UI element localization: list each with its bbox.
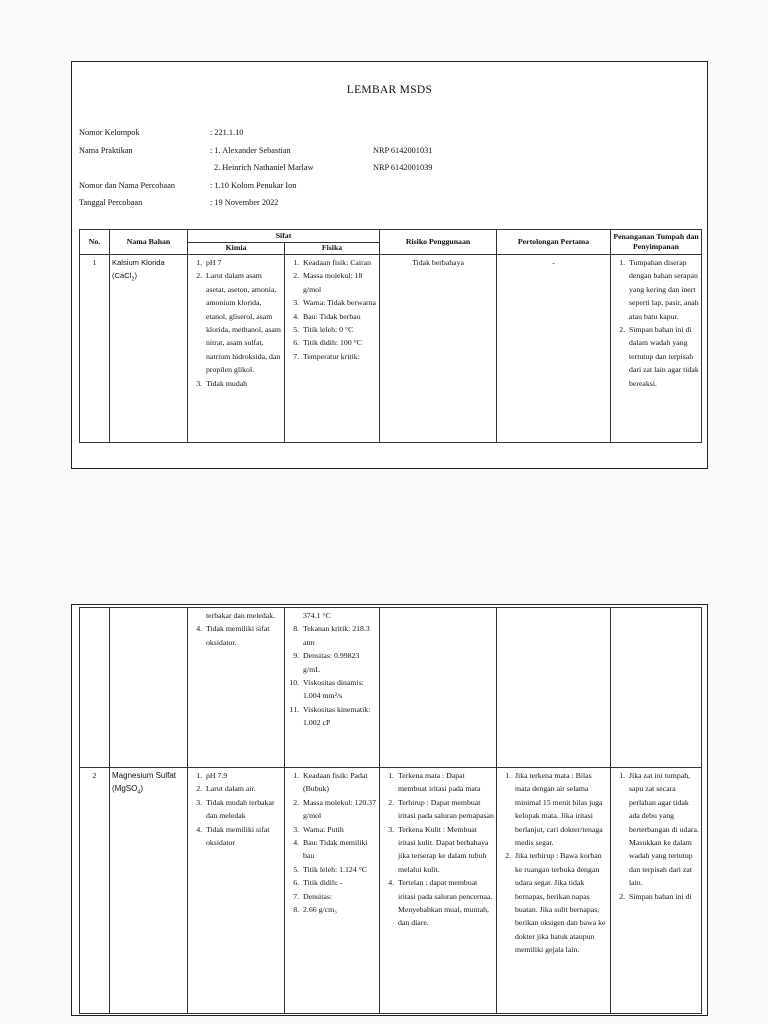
header-pertolongan: Pertolongan Pertama [497, 230, 611, 255]
table-header-row [80, 230, 702, 243]
row-kimia: terbakar dan meledak. 4. Tidak memiliki sifat oksidator. [188, 608, 285, 768]
row-kimia: 1. pH 7.9 2. Larut dalam air. 3. Tidak mudah terbakar dan meledak 4. Tidak memiliki sifat oksidator [188, 768, 285, 1014]
row-no: 1 [80, 255, 110, 443]
msds-table-continued [79, 607, 702, 1014]
header-kimia: Kimia [188, 242, 285, 255]
header-no: No. [80, 230, 110, 255]
row-nama-bahan: Kalsium Klorida (CaCl$_2$) [110, 255, 188, 443]
msds-page-2 [71, 604, 708, 1016]
page-title: LEMBAR MSDS [346, 84, 433, 96]
row-fisika: 374.1 °C 8. Tekanan kritik: 218.3 atm 9. Densitas: 0.99823 g/mL 10. Viskositas dinamis: 1.004 mm²/s 11. Viskositas kinematik: 1.002 cP [285, 608, 380, 768]
row-penanganan: 1. Jika zat ini tumpah, sapu zat secara perlahan agar tidak ada debu yang berterbangan di udara. Masukkan ke dalam wadah yang tertutup dan terpisah dari zat lain. 2. Simpan bahan ini di [611, 768, 702, 1014]
header-penanganan: Penanganan Tumpah dan Penyimpanan [611, 230, 702, 255]
row-risiko: 1. Terkena mata : Dapat membuat iritasi pada mata 2. Terhirup : Dapat membuat iritasi pada saluran pernapasan 3. Terkena Kulit : Membuat iritasi kulit. Dapat berbahaya jika terserap ke dalam tubuh melalui kulit. 4. Tertelan : dapat membuat iritasi pada saluran pencernaa. Menyebabkan mual, muntah, dan diare. [380, 768, 497, 1014]
row-fisika: 1. Keadaan fisik: Cairan 2. Massa molekul: 18 g/mol 3. Warna: Tidak berwarna 4. Bau: Tidak berbau 5. Titik leleh: 0 °C 6. Titik didih: 100 °C 7. Temperatur kritik: [285, 255, 380, 443]
header-fisika: Fisika [285, 242, 380, 255]
msds-page-1: LEMBAR MSDS Nomor Kelompok : 221.1.10 Nama Praktikan : 1. Alexander Sebastian NRP 6142001031 2. Heinrich Nathaniel Marlaw NRP 6142001039 Nomor dan Nama Percobaan : 1.10 Kolom Penukar Ion Tanggal Percobaan : 19 November 2022 No. Nama Bahan Sifat Risiko Penggunaan Pertolongan Pertama Penanganan Tumpah dan Penyimpanan Kimia Fisika 1 Kalsium Klorida (CaCl$_2$) 1. pH 7 2. Larut dalam asam asetat, aseton, amonia, amonium klorida, etanol, gliserol, asam klorida, methanol, asam nitrat, asam sulfat, natrium hidroksida, dan propilen glikol. 3. Tidak mudah 1. Keadaan fisik: Cairan 2. Massa molekul: 18 g/mol 3. Warna: Tidak berwarna 4. Bau: Tidak berbau 5. Titik leleh: 0 °C 6. Titik didih: 100 °C 7. Temperatur kritik: Tidak berbahaya - 1. Tumpahan diserap dengan bahan serapan yang kering dan inert seperti lap, pasir, anah atau batu kapur. 2. Simpan bahan ini di dalam wadah yang tertutup dan terpisah dari zat lain agar tidak bereaksi. [71, 61, 708, 469]
row-pertolongan: 1. Jika terkena mata : Bilas mata dengan air selama minimal 15 menit bilas juga kelopak mata. Jika iritasi berlanjut, cari dokter/tenaga medis segar. 2. Jika terhirup : Bawa korban ke ruangan terbuka dengan udara segar. Jika tidak bernapas, berikan napas buatan. Jika sulit bernapas, berikan oksigen dan bawa ke dokter jika batuk ataupun memiliki gejala lain. [497, 768, 611, 1014]
msds-table [79, 229, 702, 443]
row-penanganan: 1. Tumpahan diserap dengan bahan serapan yang kering dan inert seperti lap, pasir, anah atau batu kapur. 2. Simpan bahan ini di dalam wadah yang tertutup dan terpisah dari zat lain agar tidak bereaksi. [611, 255, 702, 443]
row-fisika: 1. Keadaan fisik: Padat (Bubuk) 2. Massa molekul: 120.37 g/mol 3. Warna: Putih 4. Bau: Tidak memiliki bau 5. Titik leleh: 1.124 °C 6. Titik didih: - 7. Densitas: 8. 2.66 g/cm₃ [285, 768, 380, 1014]
header-risiko: Risiko Penggunaan [380, 230, 497, 255]
table-row [80, 255, 702, 443]
row-pertolongan: - [497, 255, 611, 443]
table-row [80, 608, 702, 768]
header-nama-bahan: Nama Bahan [110, 230, 188, 255]
row-nama-bahan: Magnesium Sulfat (MgSO$_4$) [110, 768, 188, 1014]
row-risiko: Tidak berbahaya [380, 255, 497, 443]
row-no: 2 [80, 768, 110, 1014]
header-sifat: Sifat [188, 230, 380, 243]
row-kimia: 1. pH 7 2. Larut dalam asam asetat, aseton, amonia, amonium klorida, etanol, gliserol, asam klorida, methanol, asam nitrat, asam sulfat, natrium hidroksida, dan propilen glikol. 3. Tidak mudah [188, 255, 285, 443]
table-row [80, 768, 702, 1014]
